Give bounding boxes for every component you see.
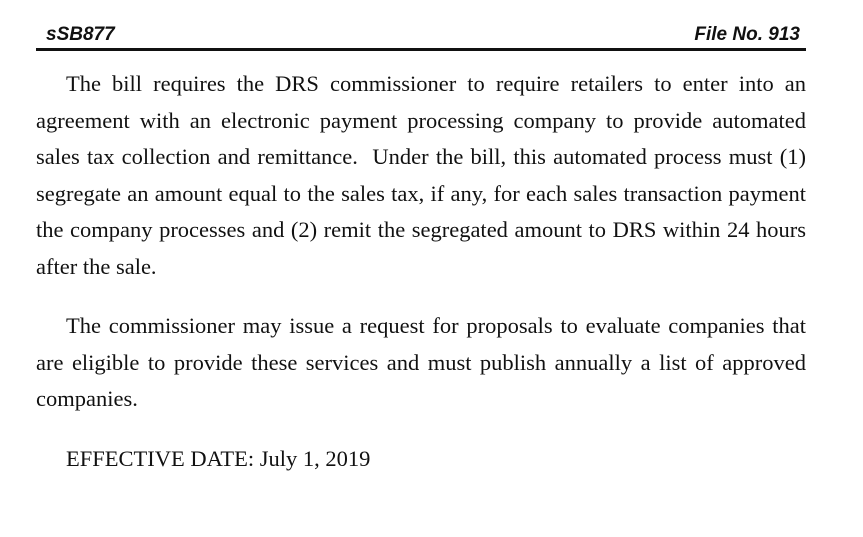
file-number: File No. 913 [694,24,800,45]
bill-id: sSB877 [46,24,115,45]
paragraph: The bill requires the DRS commissioner to require retailers to enter into an agreement with an electronic payment processing company to provide automated sales tax collection and remittance. Under the bill, this automated process must (1) segregate an amount equal to the sales tax, if any, for each sales transaction payment the company processes and (2) remit the segregated amount to DRS within 24 hours after the sale. [36,71,806,279]
document-body [36,66,806,477]
effective-date: EFFECTIVE DATE: July 1, 2019 [66,445,371,471]
paragraph: The commissioner may issue a request for proposals to evaluate companies that are eligible to provide these services and must publish annually a list of approved companies. [36,313,806,411]
page-header [36,22,806,51]
